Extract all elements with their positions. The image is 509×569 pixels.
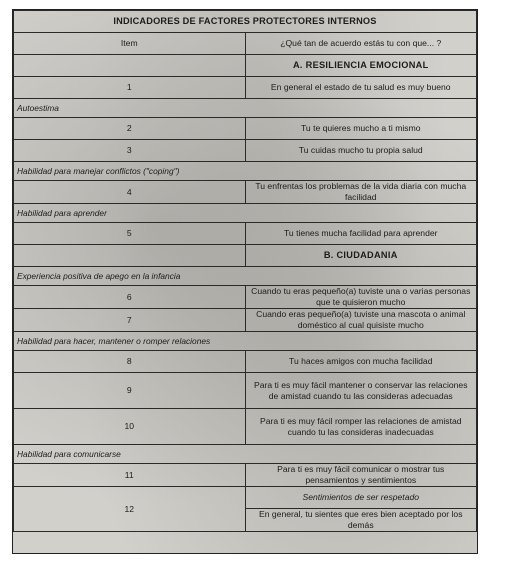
category-conflictos: Habilidad para manejar conflictos ("coping") bbox=[14, 162, 477, 181]
category-row bbox=[14, 99, 477, 118]
category-row bbox=[14, 445, 477, 464]
table-title: INDICADORES DE FACTORES PROTECTORES INTERNOS bbox=[14, 11, 477, 33]
item-text: Tu cuidas mucho tu propia salud bbox=[245, 140, 477, 162]
item-number: 1 bbox=[14, 77, 246, 99]
table-row bbox=[14, 77, 477, 99]
item-text: Para ti es muy fácil mantener o conservar las relaciones de amistad cuando tu las consideras adecuadas bbox=[245, 373, 477, 409]
table-row bbox=[14, 223, 477, 245]
table-row bbox=[14, 351, 477, 373]
table-row bbox=[14, 464, 477, 487]
category-row bbox=[14, 332, 477, 351]
header-question: ¿Qué tan de acuerdo estás tu con que... ? bbox=[245, 33, 477, 55]
header-row bbox=[14, 33, 477, 55]
item-number: 8 bbox=[14, 351, 246, 373]
table-row bbox=[14, 309, 477, 332]
section-row-b bbox=[14, 245, 477, 267]
item-text: Cuando eras pequeño(a) tuviste una mascota o animal doméstico al cual quisiste mucho bbox=[245, 309, 477, 332]
item-number: 10 bbox=[14, 409, 246, 445]
category-apego: Experiencia positiva de apego en la infancia bbox=[14, 267, 477, 286]
item-text: Tu enfrentas los problemas de la vida diaria con mucha facilidad bbox=[245, 181, 477, 204]
item-number: 3 bbox=[14, 140, 246, 162]
section-row-a bbox=[14, 55, 477, 77]
indicators-table bbox=[13, 10, 477, 532]
section-b-title: B. CIUDADANIA bbox=[245, 245, 477, 267]
item-number: 6 bbox=[14, 286, 246, 309]
item-number: 4 bbox=[14, 181, 246, 204]
table-row bbox=[14, 286, 477, 309]
category-comunicarse: Habilidad para comunicarse bbox=[14, 445, 477, 464]
item-text: En general, tu sientes que eres bien aceptado por los demás bbox=[245, 509, 477, 532]
title-row bbox=[14, 11, 477, 33]
item-text: Para ti es muy fácil romper las relaciones de amistad cuando tu las consideras inadecuadas bbox=[245, 409, 477, 445]
category-row bbox=[14, 162, 477, 181]
item-text: Para ti es muy fácil comunicar o mostrar tus pensamientos y sentimientos bbox=[245, 464, 477, 487]
item-text: Cuando tu eras pequeño(a) tuviste una o varias personas que te quisieron mucho bbox=[245, 286, 477, 309]
item-subtitle: Sentimientos de ser respetado bbox=[245, 487, 477, 509]
table-row bbox=[14, 409, 477, 445]
section-a-title: A. RESILIENCIA EMOCIONAL bbox=[245, 55, 477, 77]
item-text: Tu haces amigos con mucha facilidad bbox=[245, 351, 477, 373]
item-number: 5 bbox=[14, 223, 246, 245]
indicators-table-sheet bbox=[12, 9, 478, 554]
category-row bbox=[14, 267, 477, 286]
table-row bbox=[14, 487, 477, 509]
table-row bbox=[14, 140, 477, 162]
item-number: 9 bbox=[14, 373, 246, 409]
category-row bbox=[14, 204, 477, 223]
section-a-blank bbox=[14, 55, 246, 77]
item-number: 12 bbox=[14, 487, 246, 532]
category-aprender: Habilidad para aprender bbox=[14, 204, 477, 223]
table-row bbox=[14, 181, 477, 204]
item-text: En general el estado de tu salud es muy bueno bbox=[245, 77, 477, 99]
item-number: 11 bbox=[14, 464, 246, 487]
item-text: Tu tienes mucha facilidad para aprender bbox=[245, 223, 477, 245]
item-text: Tu te quieres mucho a ti mismo bbox=[245, 118, 477, 140]
header-item: Item bbox=[14, 33, 246, 55]
category-relaciones: Habilidad para hacer, mantener o romper relaciones bbox=[14, 332, 477, 351]
table-row bbox=[14, 118, 477, 140]
item-number: 2 bbox=[14, 118, 246, 140]
table-row bbox=[14, 373, 477, 409]
category-autoestima: Autoestima bbox=[14, 99, 477, 118]
section-b-blank bbox=[14, 245, 246, 267]
item-number: 7 bbox=[14, 309, 246, 332]
